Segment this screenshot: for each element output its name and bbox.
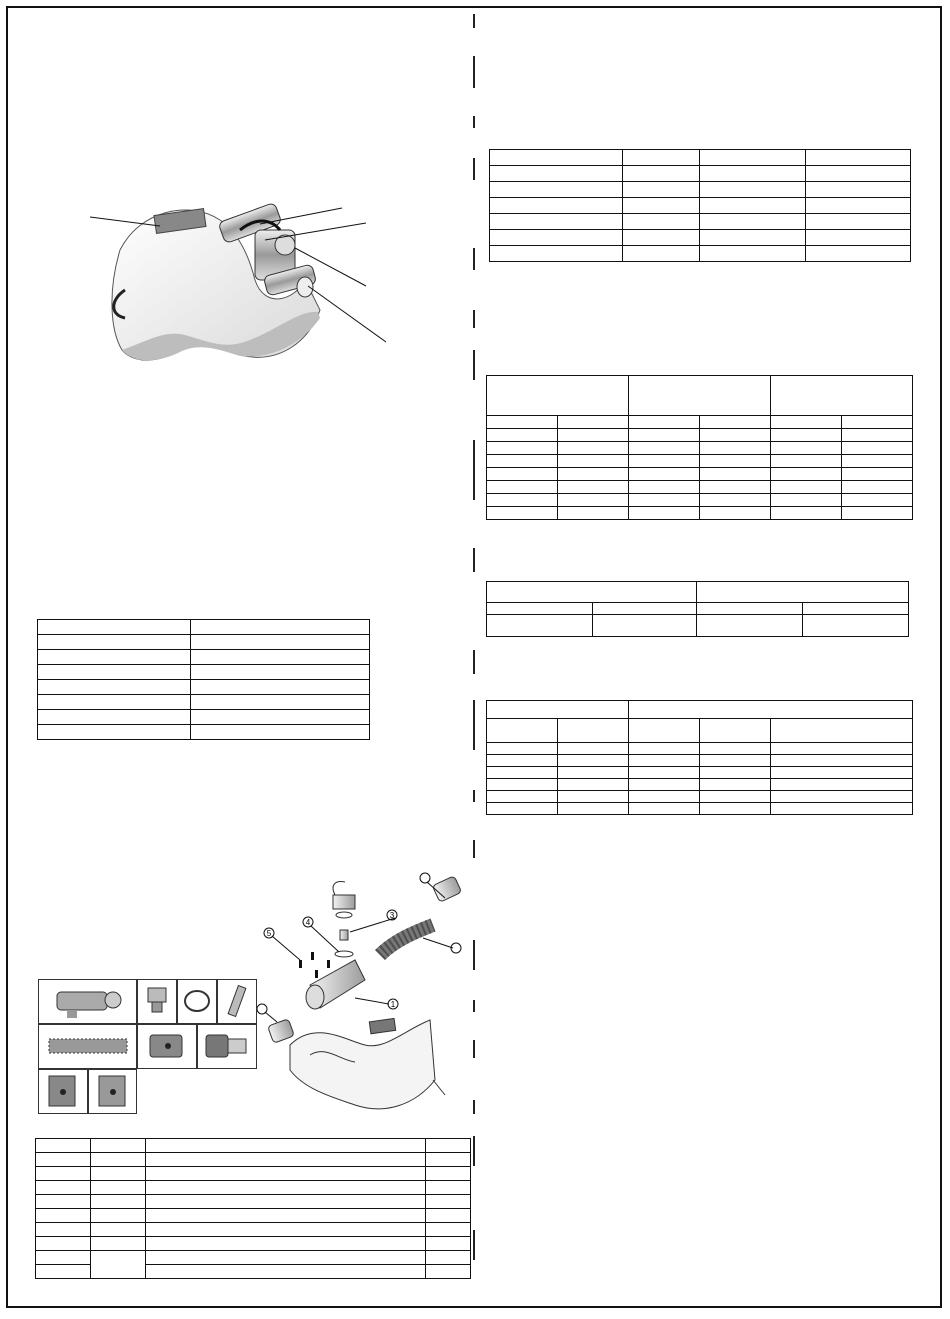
svg-text:4: 4 <box>305 918 311 927</box>
thumb-screw <box>217 979 257 1024</box>
svg-text:5: 5 <box>266 929 272 938</box>
thumb-nut-b <box>88 1069 137 1114</box>
svg-text:3: 3 <box>389 911 395 920</box>
spec-table <box>37 619 370 740</box>
thumb-tee-fitting <box>38 979 137 1024</box>
saltwater-system-unit-illustration <box>80 190 400 370</box>
thumb-hose <box>38 1024 137 1069</box>
thumb-adapter-a <box>137 1024 197 1069</box>
svg-text:1: 1 <box>390 1000 396 1009</box>
thumb-o-ring <box>177 979 217 1024</box>
thumb-cap <box>137 979 177 1024</box>
table-a <box>489 149 911 262</box>
thumb-adapter-b <box>197 1024 257 1069</box>
table-c <box>486 581 909 637</box>
table-d <box>486 700 913 815</box>
thumb-nut-a <box>38 1069 88 1114</box>
table-b <box>486 375 913 520</box>
parts-table <box>35 1138 471 1279</box>
exploded-parts-diagram <box>255 870 470 1120</box>
